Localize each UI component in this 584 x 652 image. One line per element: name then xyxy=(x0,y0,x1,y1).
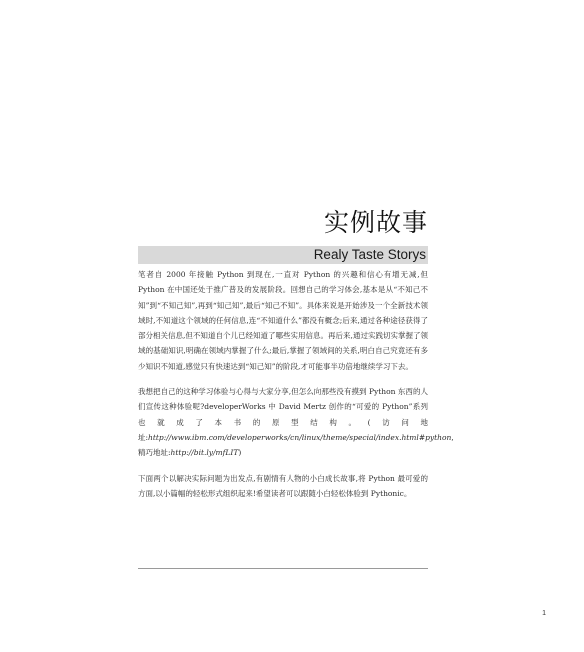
body-text xyxy=(138,267,454,511)
paragraph-sharing-text: 我想把自己的这种学习体验与心得与大家分享,但怎么向那些没有摸到 Python 东西的人们宣传这种体验呢?developerWorks 中 David Mertz 创作的“可爱的 Python”系列也就成了本书的原型结构。(访问地址: xyxy=(138,387,428,442)
ibm-link[interactable]: http://www.ibm.com/developerworks/cn/linux/theme/special/index.html#python xyxy=(148,432,452,442)
chapter-subtitle: Realy Taste Storys xyxy=(313,247,426,262)
paragraph-sharing xyxy=(138,384,454,460)
short-address-label: ,精巧地址: xyxy=(138,432,454,458)
page-number: 1 xyxy=(542,610,546,617)
chapter-title: 实例故事 xyxy=(323,208,428,237)
short-link[interactable]: http://bit.ly/mfLIT xyxy=(170,448,239,458)
bottom-rule xyxy=(138,568,428,569)
subtitle-bar xyxy=(138,246,428,264)
paragraph-sharing-close: ) xyxy=(238,448,242,458)
paragraph-stories: 下面两个以解决实际问题为出发点,有剧情有人物的小白成长故事,将 Python 最可爱的方面,以小篇幅的轻松形式组织起来!希望读者可以跟随小白轻松体验到 Pythonic。 xyxy=(138,473,428,498)
paragraph-intro: 笔者自 2000 年接触 Python 到现在,一直对 Python 的兴趣和信心有增无减,但 Python 在中国还处于推广普及的发展阶段。回想自己的学习体会,基本是从“不知己不知”到“不知己知”,再到“知己知”,最后“知己不知”。具体来说是开始涉及一个全新技术领域时,不知道这个领域的任何信息,连“不知道什么”都没有概念;后来,通过各种途径获得了部分相关信息,但不知道自个儿已经知道了哪些实用信息。再后来,通过实践切实掌握了领域的基础知识,明确在领域内掌握了什么;最后,掌握了领域间的关系,明白自己究竟还有多少知识不知道,感觉只有快速达到“知己知”的阶段,才可能事半功倍地继续学习下去。 xyxy=(138,270,428,371)
